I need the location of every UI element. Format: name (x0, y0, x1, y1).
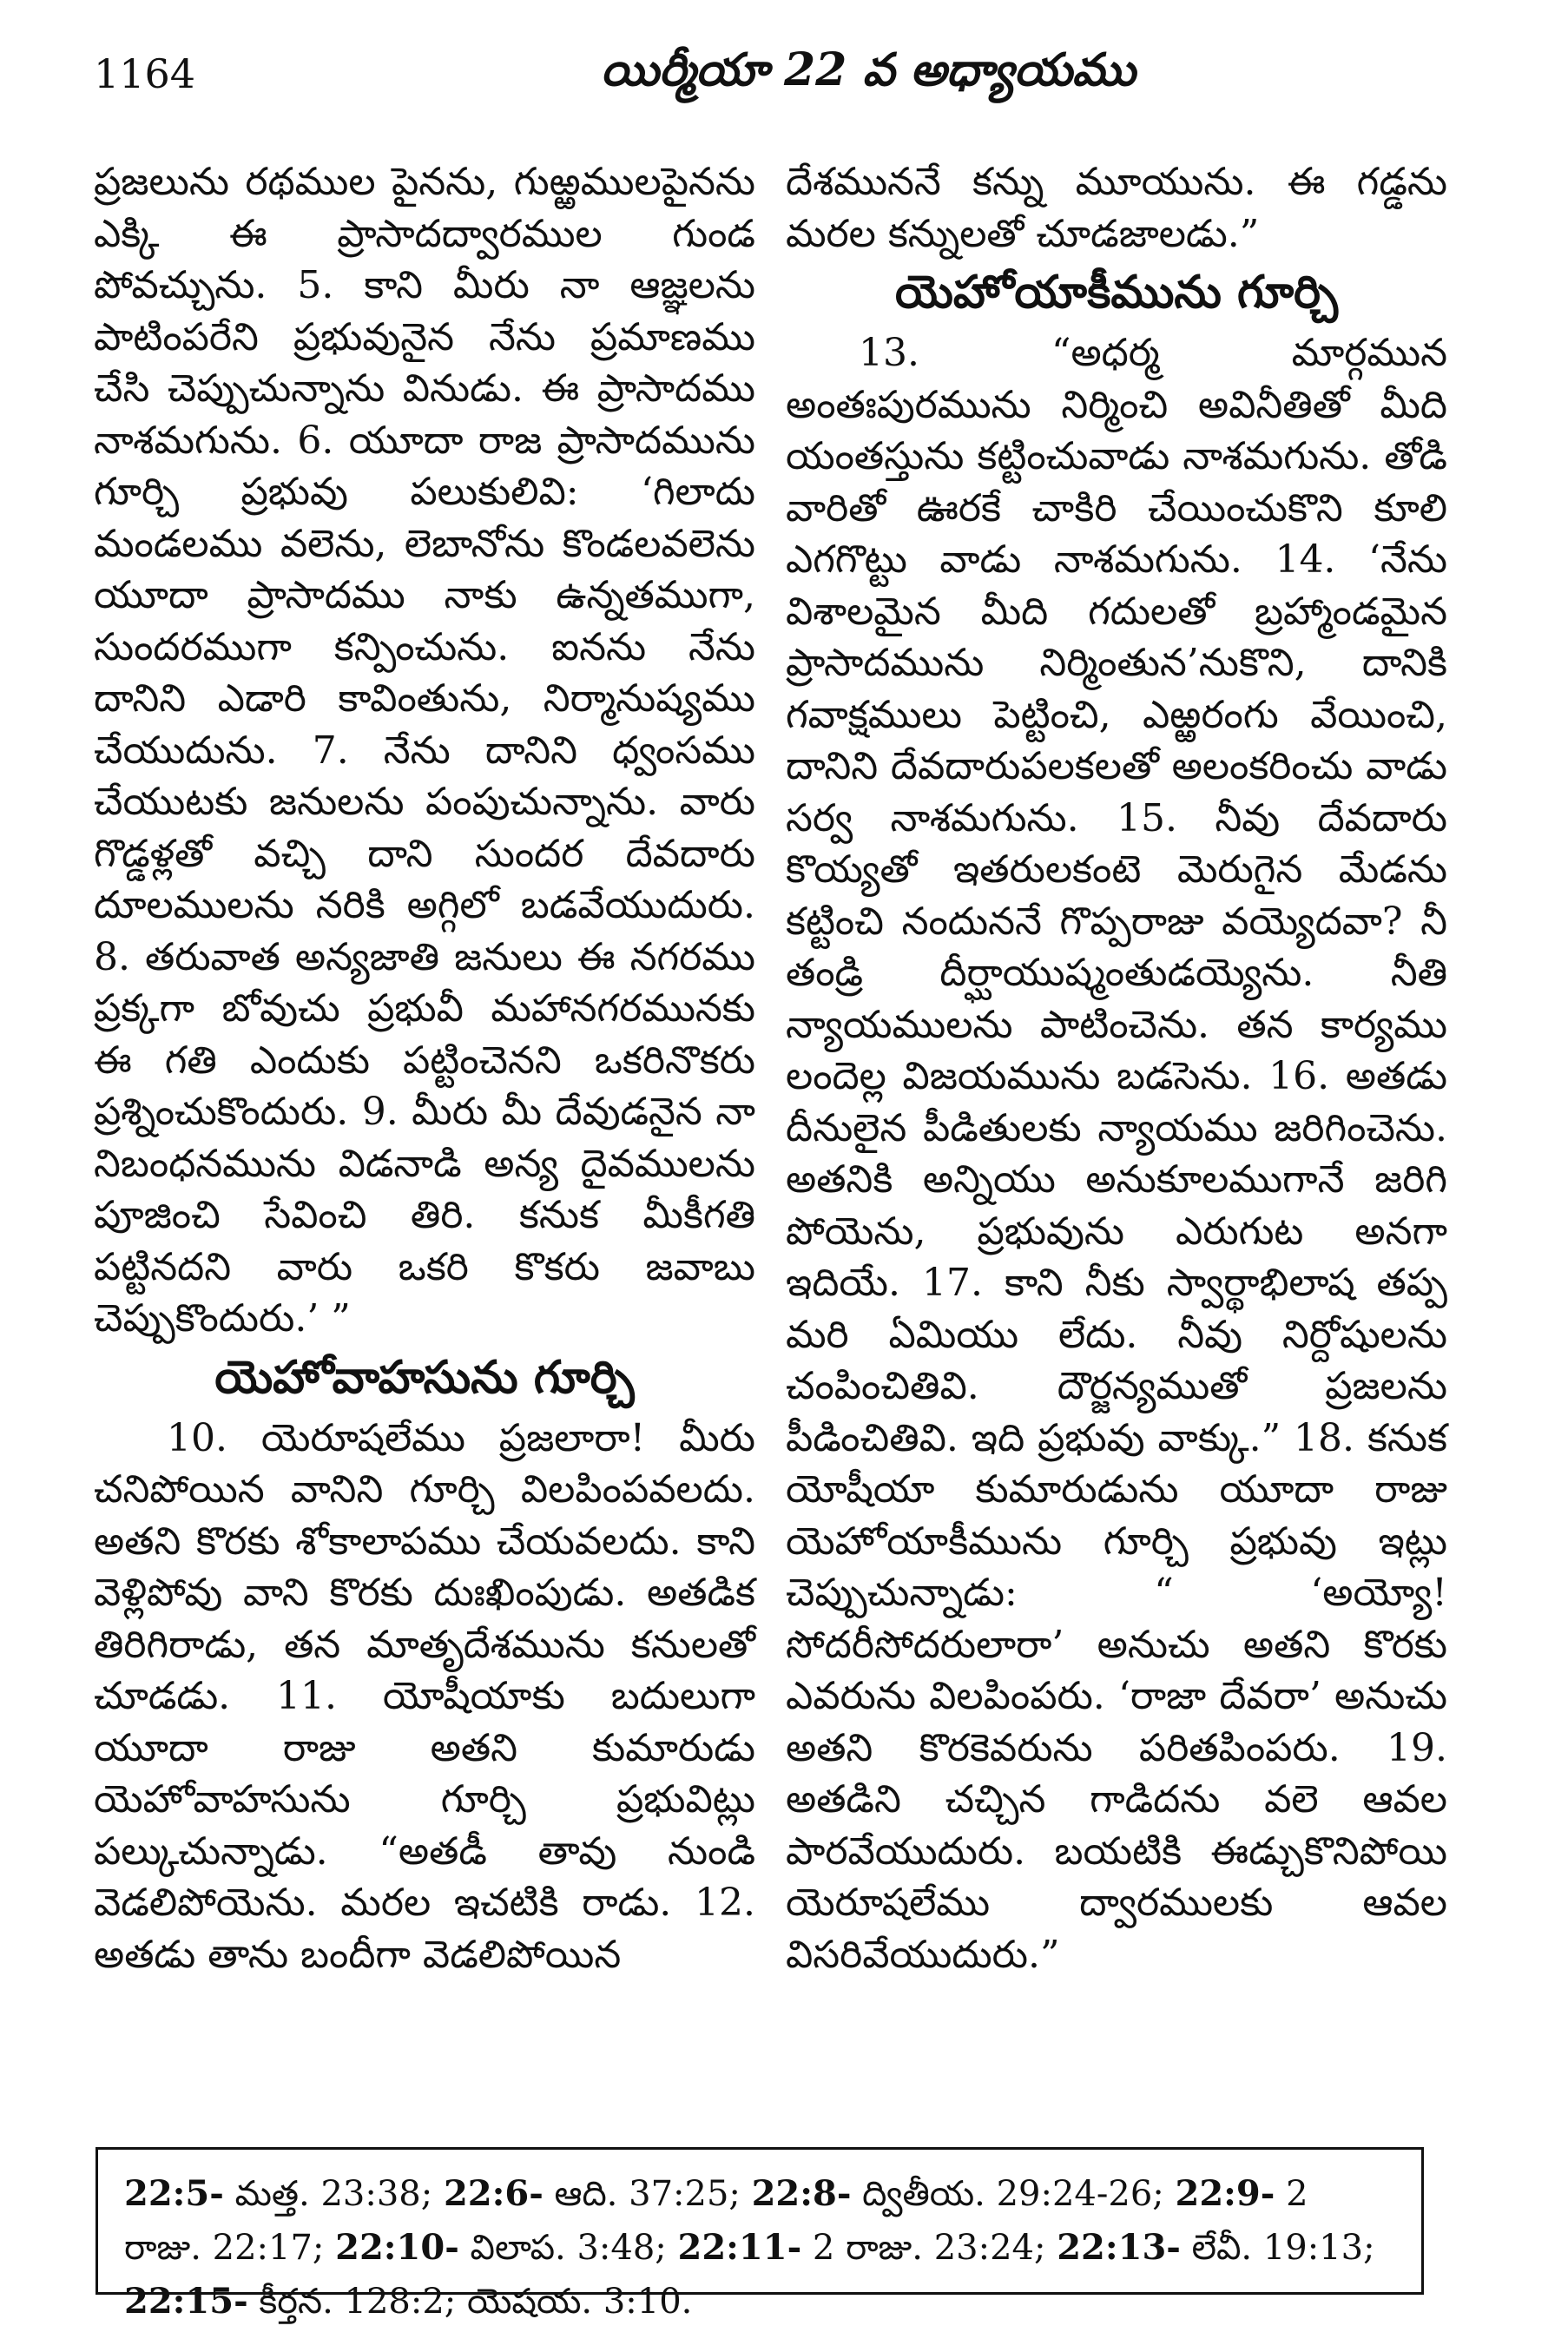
cross-ref-label: 22:8- (751, 2173, 852, 2214)
paragraph: 13. “అధర్మ మార్గమున అంతఃపురమును నిర్మించి అవినీతితో మీది యంతస్తును కట్టించువాడు నాశమగును. తోడి వారితో ఊరకే చాకిరి చేయించుకొని కూలి ఎగగొట్టు వాడు నాశమగును. 14. ‘నేను విశాలమైన మీది గదులతో బ్రహ్మాండమైన ప్రాసాదమును నిర్మింతున’నుకొని, దానికి గవాక్షములు పెట్టించి, ఎఱ్ఱరంగు వేయించి, దానిని దేవదారుపలకలతో అలంకరించు వాడు సర్వ నాశమగును. 15. నీవు దేవదారు కొయ్యతో ఇతరులకంటె మెరుగైన మేడను కట్టించి నందుననే గొప్పరాజు వయ్యెదవా? నీ తండ్రి దీర్ఘాయుష్మంతుడయ్యెను. నీతి న్యాయములను పాటించెను. తన కార్యము లందెల్ల విజయమును బడసెను. 16. అతడు దీనులైన పీడితులకు న్యాయము జరిగించెను. అతనికి అన్నియు అనుకూలముగానే జరిగి పోయెను, ప్రభువును ఎరుగుట అనగా ఇదియే. 17. కాని నీకు స్వార్థాభిలాష తప్ప మరి ఏమియు లేదు. నీవు నిర్దోషులను చంపించితివి. దౌర్జన్యముతో ప్రజలను పీడించితివి. ఇది ప్రభువు వాక్కు.” 18. కనుక యోషీయా కుమారుడును యూదా రాజు యెహోయాకీమును గూర్చి ప్రభువు ఇట్లు చెప్పుచున్నాడు: “ ‘అయ్యో! సోదరీసోదరులారా’ అనుచు అతని కొరకు ఎవరును విలపింపరు. ‘రాజా దేవరా’ అనుచు అతని కొరకెవరును పరితపింపరు. 19. అతడిని చచ్చిన గాడిదను వలె ఆవల పారవేయుదురు. బయటికి ఈడ్చుకొనిపోయి యెరూషలేము ద్వారములకు ఆవల విసరివేయుదురు.” (786, 331, 1447, 1977)
running-title: యిర్మీయా 22 వ అధ్యాయము (601, 43, 1136, 96)
cross-ref-label: 22:6- (443, 2173, 544, 2214)
cross-ref-text: లేవీ. 19:13; (1180, 2228, 1375, 2268)
cross-ref-label: 22:15- (124, 2281, 248, 2322)
cross-ref-label: 22:11- (677, 2227, 802, 2268)
section-heading: యెహోయాకీమును గూర్చి (895, 266, 1338, 319)
cross-ref-text: 2 రాజు. 23:24; (801, 2228, 1057, 2268)
section-heading: యెహోవాహసును గూర్చి (214, 1350, 635, 1404)
cross-ref-text: కీర్తన. 128:2; యెషయ. 3:10. (247, 2282, 693, 2322)
cross-ref-text: ఆది. 37:25; (543, 2174, 752, 2214)
cross-reference-box (96, 2147, 1424, 2322)
cross-ref-label: 22:10- (335, 2227, 459, 2268)
right-column (786, 156, 1447, 1980)
paragraph: 10. యెరూషలేము ప్రజలారా! మీరు చనిపోయిన వానిని గూర్చి విలపింపవలదు. అతని కొరకు శోకాలాపము చేయవలదు. కాని వెళ్లిపోవు వాని కొరకు దుఃఖింపుడు. అతడిక తిరిగిరాడు, తన మాతృదేశమును కనులతో చూడడు. 11. యోషీయాకు బదులుగా యూదా రాజు అతని కుమారుడు యెహోవాహసును గూర్చి ప్రభువిట్లు పల్కుచున్నాడు. “అతడీ తావు నుండి వెడలిపోయెను. మరల ఇచటికి రాడు. 12. అతడు తాను బందీగా వెడలిపోయిన (94, 1415, 755, 1977)
paragraph: ప్రజలును రథముల పైనను, గుఱ్ఱములపైనను ఎక్కి ఈ ప్రాసాదద్వారముల గుండ పోవచ్చును. 5. కాని మీరు నా ఆజ్ఞలను పాటింపరేని ప్రభువునైన నేను ప్రమాణము చేసి చెప్పుచున్నాను వినుడు. ఈ ప్రాసాదము నాశమగును. 6. యూదా రాజ ప్రాసాదమును గూర్చి ప్రభువు పలుకులివి: ‘గిలాదు మండలము వలెను, లెబానోను కొండలవలెను యూదా ప్రాసాదము నాకు ఉన్నతముగా, సుందరముగా కన్పించును. ఐనను నేను దానిని ఎడారి కావింతును, నిర్మానుష్యము చేయుదును. 7. నేను దానిని ధ్వంసము చేయుటకు జనులను పంపుచున్నాను. వారు గొడ్డళ్లతో వచ్చి దాని సుందర దేవదారు దూలములను నరికి అగ్గిలో బడవేయుదురు. 8. తరువాత అన్యజాతి జనులు ఈ నగరము ప్రక్కగా బోవుచు ప్రభువీ మహానగరమునకు ఈ గతి ఎందుకు పట్టించెనని ఒకరినొకరు ప్రశ్నించుకొందురు. 9. మీరు మీ దేవుడనైన నా నిబంధనమును విడనాడి అన్య దైవములను పూజించి సేవించి తిరి. కనుక మీకీగతి పట్టినదని వారు ఒకరి కొకరు జవాబు చెప్పుకొందురు.’ ” (94, 160, 755, 1341)
left-column (94, 156, 755, 1980)
cross-ref-label: 22:9- (1175, 2173, 1275, 2214)
cross-ref-text: మత్త. 23:38; (223, 2174, 444, 2214)
cross-ref-label: 22:5- (124, 2173, 224, 2214)
page-number: 1164 (94, 50, 196, 97)
cross-ref-label: 22:13- (1057, 2227, 1181, 2268)
cross-ref-text: 2 రాజు. 22:17; (124, 2174, 1308, 2268)
paragraph: దేశముననే కన్ను మూయును. ఈ గడ్డను మరల కన్నులతో చూడజాలడు.” (786, 160, 1447, 256)
cross-ref-text: విలాప. 3:48; (458, 2228, 678, 2268)
cross-ref-text: ద్వితీయ. 29:24-26; (851, 2174, 1176, 2214)
